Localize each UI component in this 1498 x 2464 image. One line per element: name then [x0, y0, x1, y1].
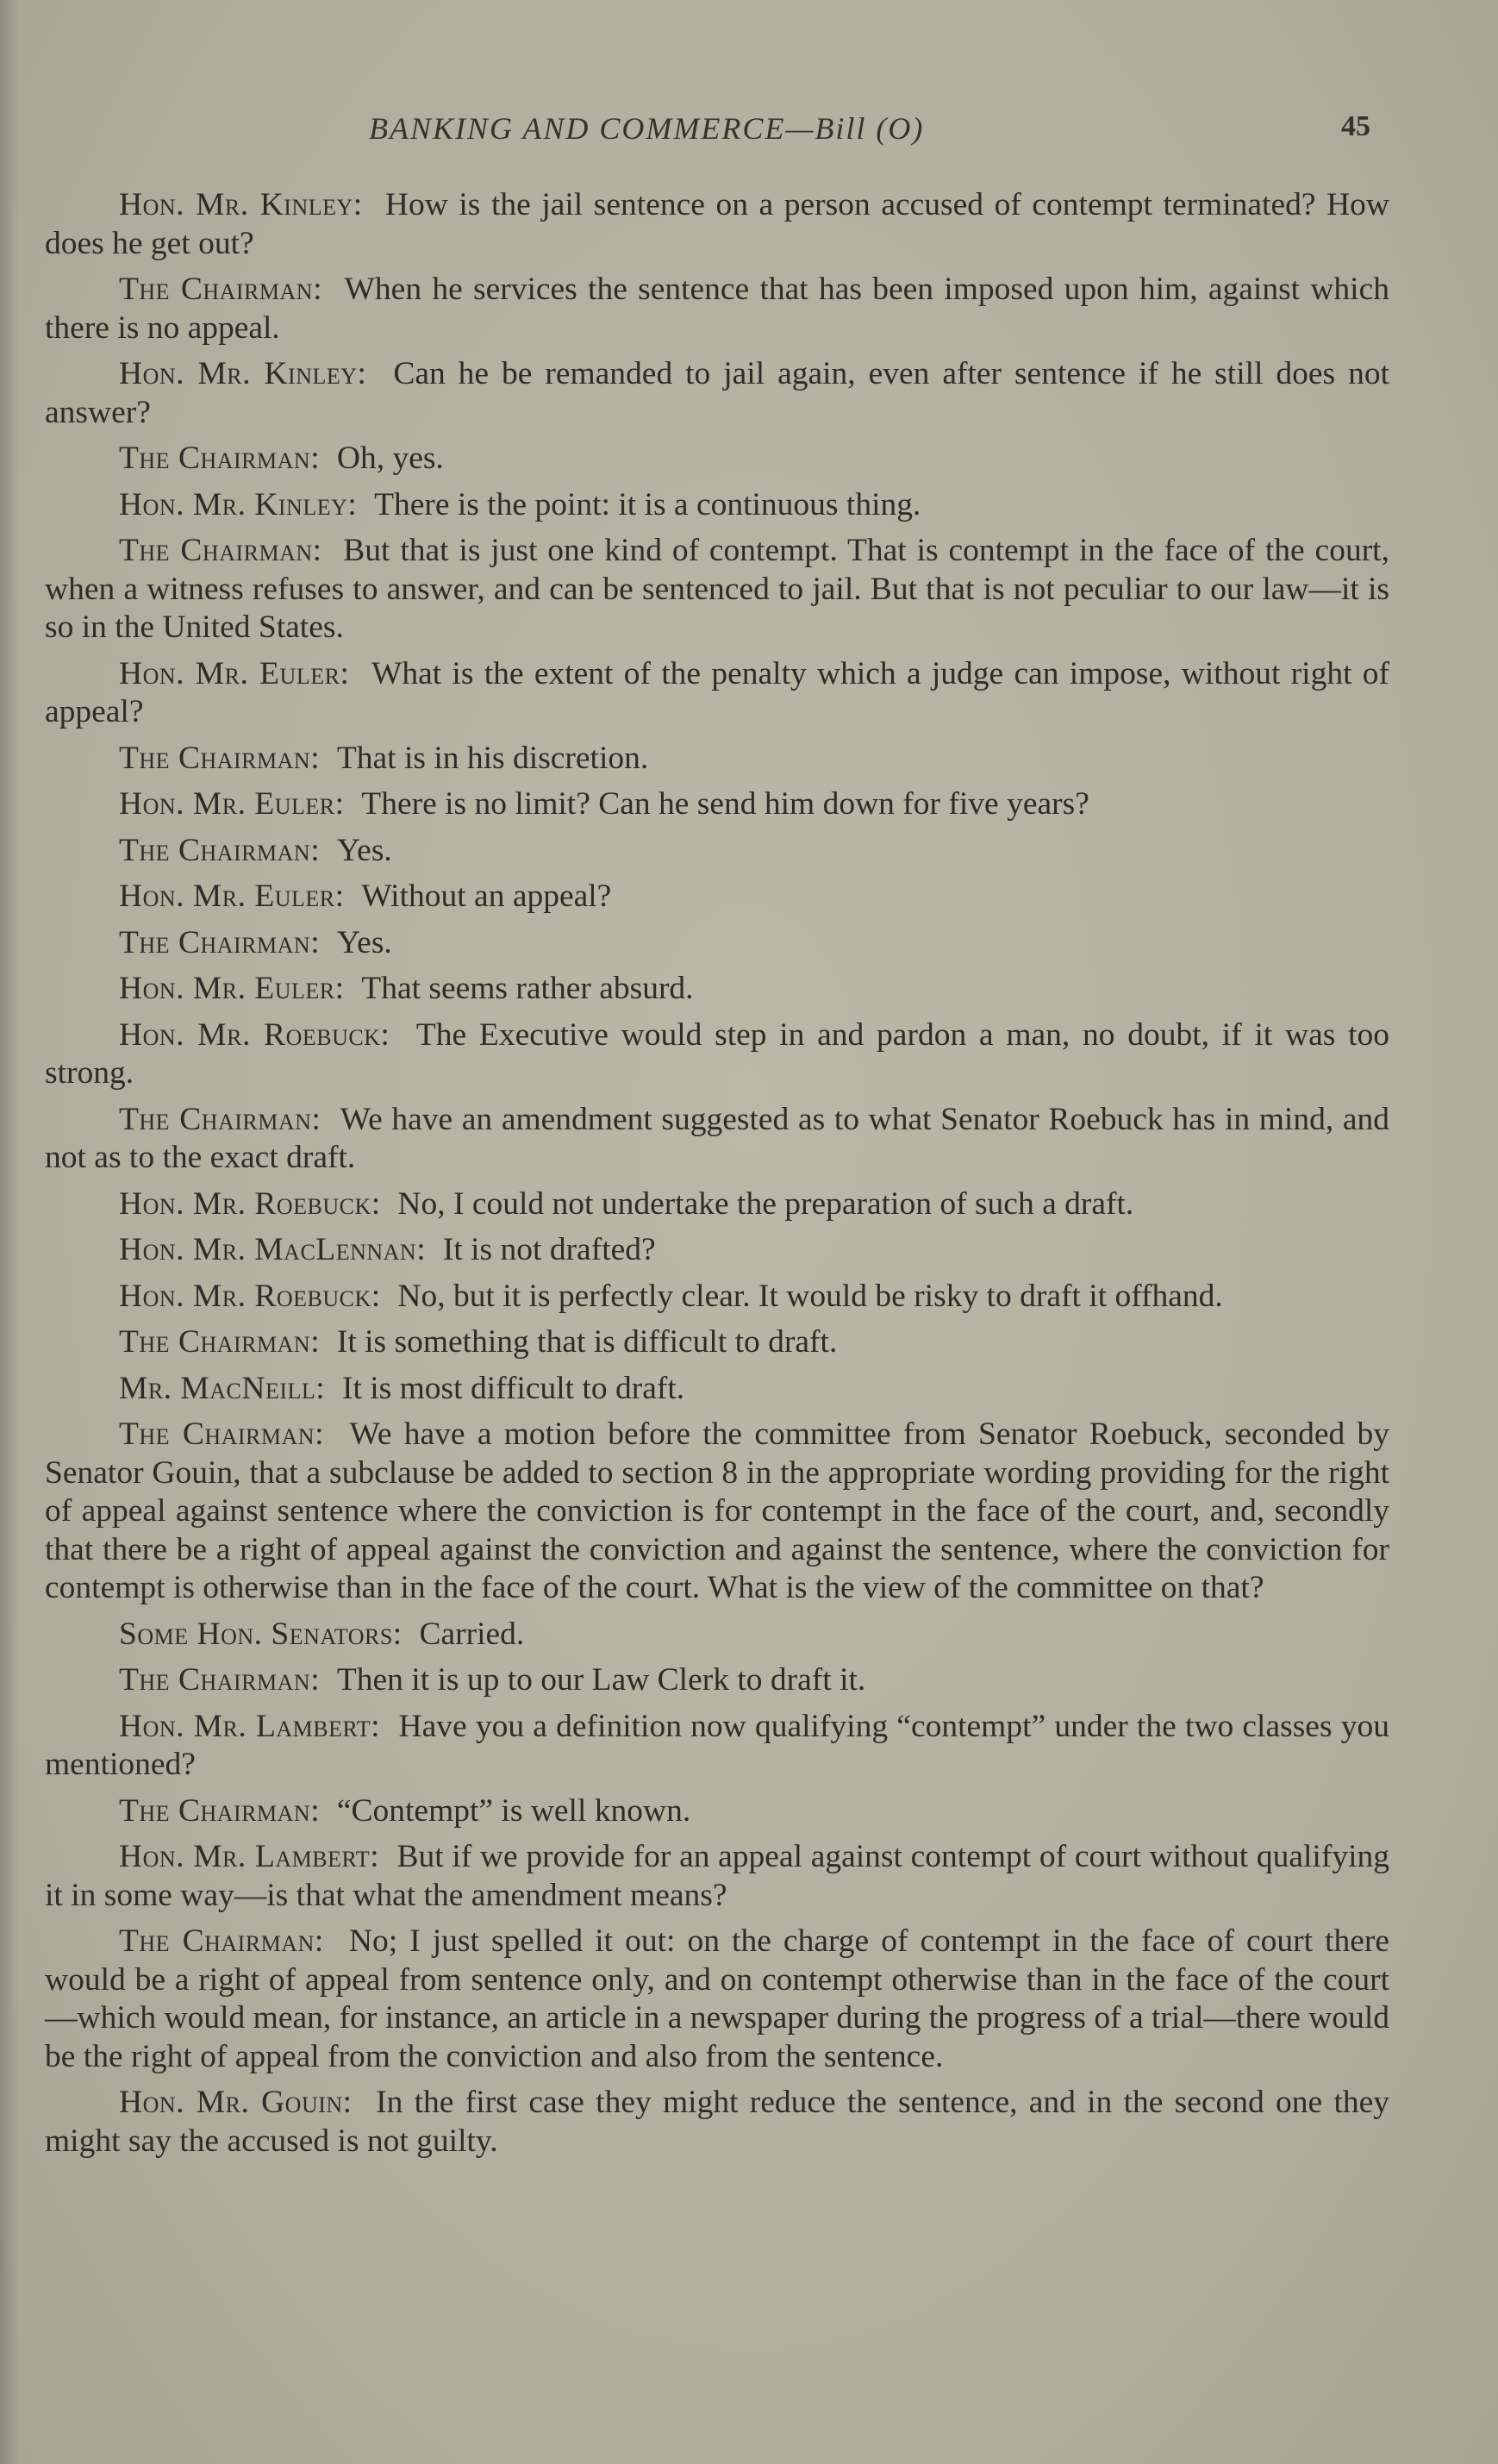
- transcript-paragraph: [45, 186, 1389, 263]
- transcript-paragraph: [45, 970, 1389, 1009]
- transcript-paragraph: [45, 1923, 1389, 2076]
- page-number: 45: [1341, 110, 1370, 142]
- speaker-name: Hon. Mr. Euler :: [119, 656, 371, 691]
- speaker-name: Hon. Mr. Kinley :: [119, 187, 385, 222]
- speaker-name: Hon. Mr. MacLennan :: [119, 1232, 443, 1267]
- speaker-name: The Chairman :: [119, 1102, 340, 1137]
- speaker-name: Hon. Mr. Gouin :: [119, 2085, 376, 2120]
- transcript-paragraph: [45, 740, 1389, 779]
- speaker-name: Hon. Mr. Roebuck :: [119, 1186, 397, 1222]
- transcript-body: [45, 186, 1389, 2168]
- speech-text: It is most difficult to draft.: [341, 1370, 685, 1406]
- speaker-name: Hon. Mr. Lambert :: [119, 1839, 396, 1874]
- speech-text: We have an amendment suggested as to what Senator Roebuck has in mind, and not as to the exact draft.: [45, 1101, 1390, 1175]
- speech-text: Oh, yes.: [336, 441, 444, 476]
- speaker-name: The Chairman :: [119, 272, 345, 307]
- speaker-name: The Chairman :: [119, 741, 337, 776]
- speaker-name: Hon. Mr. Kinley :: [119, 487, 374, 522]
- speech-text: That is in his discretion.: [336, 740, 649, 776]
- speech-text: No, I could not undertake the preparation of such a draft.: [397, 1185, 1134, 1222]
- transcript-paragraph: [45, 1838, 1389, 1915]
- speech-text: No, but it is perfectly clear. It would be risky to draft it offhand.: [397, 1278, 1223, 1314]
- speaker-name: The Chairman :: [119, 1793, 337, 1829]
- speech-text: But if we provide for an appeal against contempt of court without qualifying it in some way—is that what the amendment means?: [45, 1839, 1389, 1913]
- transcript-paragraph: [45, 355, 1389, 432]
- transcript-paragraph: [45, 1661, 1389, 1700]
- transcript-paragraph: [45, 2084, 1389, 2161]
- transcript-paragraph: [45, 532, 1389, 647]
- speech-text: There is the point: it is a continuous thing.: [374, 486, 921, 522]
- transcript-paragraph: [45, 1185, 1389, 1224]
- speech-text: Without an appeal?: [361, 879, 612, 914]
- transcript-paragraph: [45, 1792, 1389, 1831]
- speech-text: Have you a definition now qualifying “contempt” under the two classes you mentioned?: [45, 1708, 1389, 1782]
- page-edge-shadow: [0, 0, 19, 2464]
- speaker-name: Hon. Mr. Euler :: [119, 879, 361, 914]
- speech-text: But that is just one kind of contempt. That is contempt in the face of the court, when a witness refuses to answer, and can be sentenced to jail. But that is not peculiar to our law—it is so in the United States.: [45, 533, 1389, 645]
- running-head: BANKING AND COMMERCE—Bill (O): [369, 111, 925, 146]
- speaker-name: Hon. Mr. Euler :: [119, 786, 361, 822]
- transcript-paragraph: [45, 655, 1389, 732]
- speech-text: No; I just spelled it out: on the charge of contempt in the face of court there would be a right of appeal from sentence only, and on contempt otherwise than in the face of the court—which would mean, for instance, an article in a newspaper during the progress of a trial—there would be the right of appeal from the conviction and also from the sentence.: [45, 1923, 1389, 2074]
- speech-text: How is the jail sentence on a person accused of contempt terminated? How does he get out?: [45, 187, 1389, 261]
- transcript-paragraph: [45, 785, 1389, 824]
- speech-text: Then it is up to our Law Clerk to draft it.: [336, 1662, 866, 1698]
- transcript-paragraph: [45, 832, 1389, 871]
- speaker-name: The Chairman :: [119, 1662, 337, 1698]
- transcript-paragraph: [45, 924, 1389, 963]
- speaker-name: The Chairman :: [119, 533, 343, 568]
- transcript-paragraph: [45, 1016, 1389, 1093]
- speech-text: Yes.: [336, 832, 392, 868]
- speaker-name: Hon. Mr. Lambert :: [119, 1709, 399, 1744]
- speech-text: We have a motion before the committee from Senator Roebuck, seconded by Senator Gouin, that a subclause be added to section 8 in the appropriate wording providing for the right of appeal against sentence where the conviction is for contempt in the face of the court, and, secondly that there be a right of appeal against the conviction and against the sentence, where the conviction for contempt is otherwise than in the face of the court. What is the view of the committee on that?: [45, 1416, 1389, 1605]
- transcript-paragraph: [45, 271, 1389, 347]
- transcript-paragraph: [45, 1616, 1389, 1654]
- speaker-name: The Chairman :: [119, 833, 337, 868]
- transcript-paragraph: [45, 1370, 1389, 1409]
- speech-text: Can he be remanded to jail again, even after sentence if he still does not answer?: [45, 356, 1389, 430]
- transcript-paragraph: [45, 440, 1389, 478]
- speaker-name: The Chairman :: [119, 441, 337, 476]
- speaker-name: The Chairman :: [119, 925, 337, 960]
- speaker-name: Hon. Mr. Roebuck :: [119, 1017, 416, 1053]
- speaker-name: Hon. Mr. Kinley :: [119, 356, 393, 391]
- transcript-paragraph: [45, 1416, 1389, 1608]
- speaker-name: Hon. Mr. Roebuck :: [119, 1279, 397, 1314]
- transcript-paragraph: [45, 1231, 1389, 1270]
- speech-text: It is not drafted?: [442, 1232, 656, 1267]
- speech-text: Carried.: [419, 1616, 525, 1652]
- transcript-paragraph: [45, 1278, 1389, 1316]
- transcript-paragraph: [45, 878, 1389, 916]
- transcript-paragraph: [45, 1708, 1389, 1785]
- speaker-name: Mr. MacNeill :: [119, 1371, 342, 1406]
- speech-text: Yes.: [336, 924, 392, 960]
- speech-text: That seems rather absurd.: [361, 971, 694, 1006]
- speech-text: What is the extent of the penalty which a judge can impose, without right of appeal?: [45, 655, 1390, 729]
- speech-text: In the first case they might reduce the sentence, and in the second one they might say the accused is not guilty.: [45, 2085, 1390, 2159]
- speaker-name: Some Hon. Senators :: [119, 1617, 419, 1652]
- speaker-name: Hon. Mr. Euler :: [119, 971, 361, 1006]
- transcript-paragraph: [45, 1101, 1389, 1178]
- speech-text: It is something that is difficult to draft.: [336, 1324, 838, 1360]
- speech-text: There is no limit? Can he send him down for five years?: [361, 786, 1089, 822]
- speech-text: The Executive would step in and pardon a man, no doubt, if it was too strong.: [45, 1016, 1390, 1091]
- page-header: [0, 110, 1498, 153]
- speaker-name: The Chairman :: [119, 1923, 349, 1959]
- transcript-paragraph: [45, 1323, 1389, 1362]
- speech-text: “Contempt” is well known.: [336, 1792, 691, 1829]
- transcript-paragraph: [45, 486, 1389, 525]
- speech-text: When he services the sentence that has been imposed upon him, against which there is no appeal.: [45, 272, 1389, 346]
- speaker-name: The Chairman :: [119, 1416, 350, 1452]
- speaker-name: The Chairman :: [119, 1324, 337, 1360]
